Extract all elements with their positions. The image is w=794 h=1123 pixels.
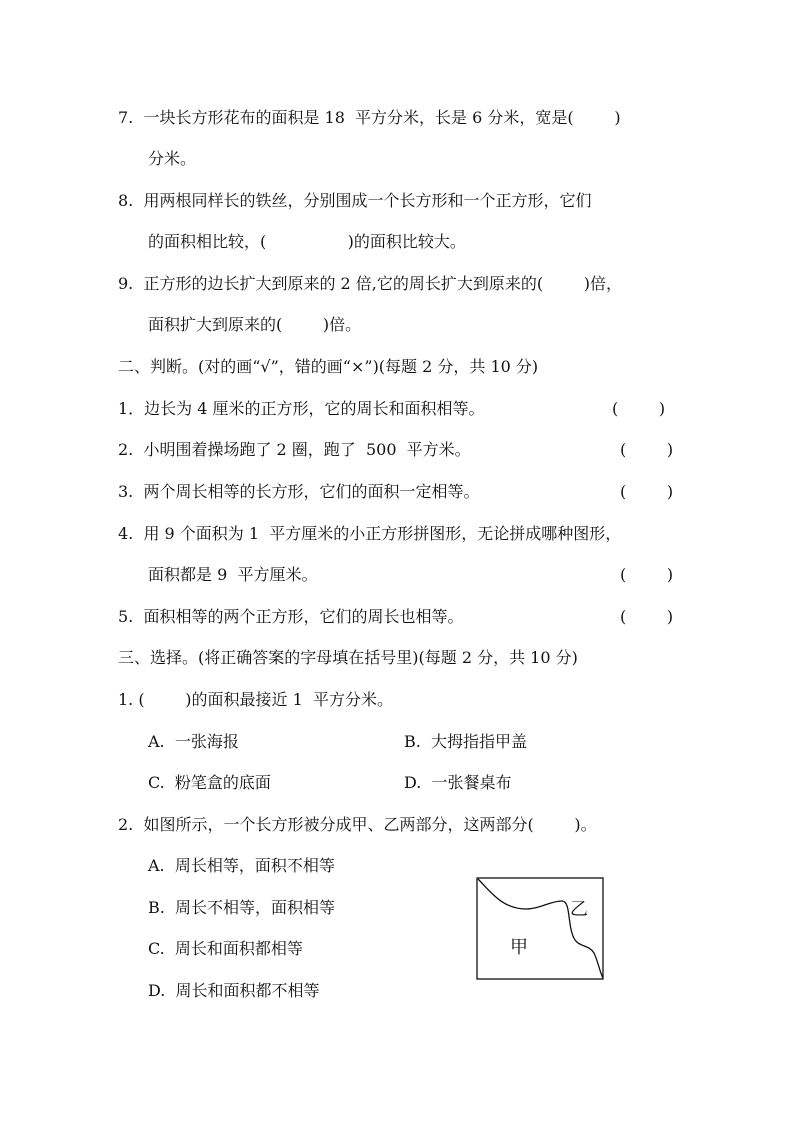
choice-1-option-b: B. 大拇指指甲盖 (404, 732, 528, 751)
choice-2-option-b: B. 周长不相等，面积相等 (148, 898, 336, 917)
judge-item-3: 3. 两个周长相等的长方形，它们的面积一定相等。 (118, 482, 480, 501)
question-7-line-1: 7. 一块长方形花布的面积是 18 平方分米，长是 6 分米，宽是( ) (118, 108, 621, 127)
choice-1-stem: 1. ( )的面积最接近 1 平方分米。 (118, 690, 393, 709)
question-7-line-2: 分米。 (148, 149, 197, 168)
section-2-heading: 二、判断。(对的画“√”，错的画“×”)(每题 2 分，共 10 分) (118, 357, 539, 376)
judge-item-1-answer-blank[interactable]: ( ) (612, 399, 666, 418)
judge-item-2-answer-blank[interactable]: ( ) (620, 440, 674, 459)
question-9-line-1: 9. 正方形的边长扩大到原来的 2 倍,它的周长扩大到原来的( )倍， (118, 274, 623, 293)
choice-1-option-d: D. 一张餐桌布 (404, 773, 512, 792)
section-3-heading: 三、选择。(将正确答案的字母填在括号里)(每题 2 分，共 10 分) (118, 648, 578, 667)
judge-item-3-answer-blank[interactable]: ( ) (620, 482, 674, 501)
judge-item-5: 5. 面积相等的两个正方形，它们的周长也相等。 (118, 607, 464, 626)
figure-label-yi: 乙 (570, 899, 588, 920)
choice-2-option-d: D. 周长和面积都不相等 (148, 981, 320, 1000)
question-9-line-2: 面积扩大到原来的( )倍。 (148, 315, 362, 334)
judge-item-1: 1．边长为 4 厘米的正方形，它的周长和面积相等。 (118, 399, 485, 418)
figure-label-jia: 甲 (510, 937, 528, 958)
figure-dividing-curve (478, 879, 603, 978)
choice-1-option-c: C. 粉笔盒的底面 (148, 773, 271, 792)
rectangle-split-figure (476, 877, 606, 981)
choice-1-option-a: A. 一张海报 (148, 732, 239, 751)
question-8-line-1: 8. 用两根同样长的铁丝，分别围成一个长方形和一个正方形，它们 (118, 191, 592, 210)
figure-rectangle (477, 878, 603, 979)
judge-item-2: 2. 小明围着操场跑了 2 圈，跑了 500 平方米。 (118, 440, 471, 459)
choice-2-option-c: C. 周长和面积都相等 (148, 939, 303, 958)
question-8-line-2: 的面积相比较，( )的面积比较大。 (148, 232, 466, 251)
judge-item-4-line-1: 4. 用 9 个面积为 1 平方厘米的小正方形拼图形，无论拼成哪种图形， (118, 524, 622, 543)
judge-item-4-line-2: 面积都是 9 平方厘米。 (148, 565, 318, 584)
choice-2-stem: 2. 如图所示，一个长方形被分成甲、乙两部分，这两部分( )。 (118, 815, 597, 834)
judge-item-4-answer-blank[interactable]: ( ) (620, 565, 674, 584)
judge-item-5-answer-blank[interactable]: ( ) (620, 607, 674, 626)
choice-2-option-a: A. 周长相等，面积不相等 (148, 856, 335, 875)
